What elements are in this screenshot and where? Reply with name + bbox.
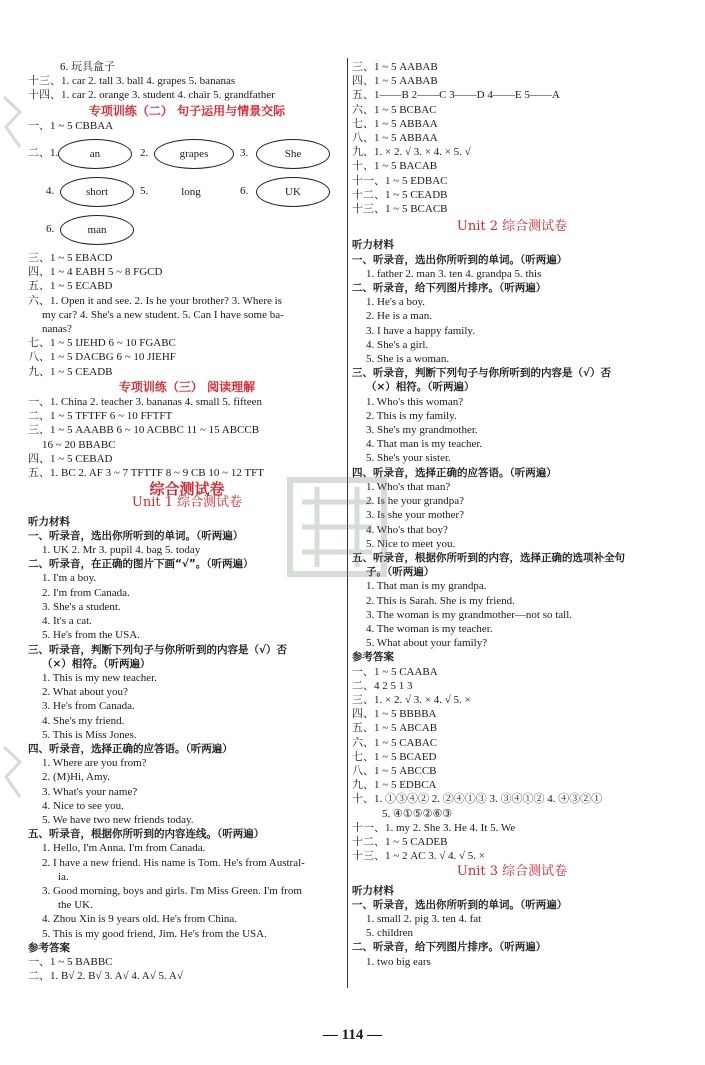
text-line: 2. This is my family. [366,409,457,422]
text-line: 九、1 ~ 5 EDBCA [352,779,437,792]
margin-scribble-icon [0,92,24,152]
text-line: 3. Good morning, boys and girls. I'm Miss Green. I'm from [42,884,302,897]
text-line: 2. (M)Hi, Amy. [42,771,111,784]
question-heading: 一、听录音，选出你所听到的单词。（听两遍） [28,529,244,542]
text-line: 5. ④①⑤②⑥③ [382,807,453,820]
text-line: 九、1 ~ 5 CEADB [28,365,113,378]
right-column [352,60,672,969]
question-heading: （×）相符。（听两遍） [366,381,475,394]
text-line: 十一、1. my 2. She 3. He 4. It 5. We [352,821,516,834]
question-heading: （×）相符。（听两遍） [42,657,151,670]
text-line: 十二、1 ~ 5 CADEB [352,835,448,848]
text-line: 八、1 ~ 5 ABBAA [352,132,438,145]
text-line: 1. small 2. pig 3. ten 4. fat [366,912,482,925]
text-line: 七、1 ~ 5 ABBAA [352,117,438,130]
text-line: 五、1——B 2——C 3——D 4——E 5——A [352,89,560,102]
text-line: 三、1 ~ 5 AAABB 6 ~ 10 ACBBC 11 ~ 15 ABCCB [28,424,260,437]
text-line: 1. Where are you from? [42,757,147,770]
left-pre-block [28,60,346,103]
text-line: 5. This is my good friend, Jim. He's from the USA. [42,927,267,940]
text-line: 2. I'm from Canada. [42,586,130,599]
oval-answers [28,133,346,251]
answers-heading: 参考答案 [28,941,70,954]
text-line: 1. That man is my grandpa. [366,580,487,593]
text-line: 1. two big ears [366,955,431,968]
text-line: 五、1 ~ 5 ABCAB [352,722,438,735]
text-line: 3. The woman is my grandmother—not so tall. [366,608,573,621]
page-number: — 114 — [322,1027,383,1043]
text-line: 1. UK 2. Mr 3. pupil 4. bag 5. today [42,544,201,557]
text-line: 一、1. China 2. teacher 3. bananas 4. small 5. fifteen [28,396,262,409]
text-line: 5. She is a woman. [366,353,450,366]
text-line: 1. father 2. man 3. ten 4. grandpa 5. this [366,267,542,280]
text-line: 5. What about your family? [366,637,488,650]
text-line: 十四、1. car 2. orange 3. student 4. chair 5. grandfather [28,89,275,102]
oval-label: 2. [140,147,149,160]
text-line: 二、1 ~ 5 TFTFF 6 ~ 10 FFTFT [28,410,173,423]
text-line: 三、1 ~ 5 EBACD [28,252,113,265]
text-line: 三、1 ~ 5 AABAB [352,61,438,73]
text-line: 3. She's a student. [42,600,121,613]
text-line: 5. This is Miss Jones. [42,728,137,741]
question-heading: 五、听录音，根据你所听到的内容，选择正确的选项补全句 [352,551,625,564]
question-heading: 一、听录音，选出你所听到的单词。（听两遍） [352,898,568,911]
text-line: 3. She's my grandmother. [366,424,478,437]
unit1-title: Unit 1 综合测试卷 [131,495,243,511]
text-line: 七、1 ~ 5 IJEHD 6 ~ 10 FGABC [28,337,176,350]
text-line: 六、1 ~ 5 BCBAC [352,103,437,116]
text-line: 4. She's my friend. [42,714,125,727]
text-line: 4. Zhou Xin is 9 years old. He's from China. [42,913,238,926]
text-line: 16 ~ 20 BBABC [42,438,116,451]
text-line: my car? 4. She's a new student. 5. Can I have some ba- [42,308,284,321]
listening-heading: 听力材料 [352,239,394,252]
heading-special-training-3: 专项训练（三） 阅读理解 [118,379,256,394]
text-line: 十三、1 ~ 5 BCACB [352,203,448,216]
text-line: 5. She's your sister. [366,452,451,465]
text-line: 3. I have a happy family. [366,324,475,337]
text-line: 2. I have a new friend. His name is Tom. He's from Austral- [42,856,305,869]
text-line: 4. Who's that boy? [366,523,448,536]
oval-label: 3. [240,147,249,160]
text-line: ia. [58,870,69,883]
text-line: 八、1 ~ 5 ABCCB [352,764,437,777]
heading-special-training-2: 专项训练（二） 句子运用与情景交际 [88,103,286,118]
text-line: 一、1 ~ 5 CAABA [352,665,438,678]
question-heading: 子。（听两遍） [366,566,435,579]
text-line: 1. Hello, I'm Anna. I'm from Canada. [42,842,206,855]
text-line: 4. The woman is my teacher. [366,622,493,635]
oval-word: She [256,139,330,169]
watermark-stamp-icon [282,472,392,582]
text-line: 二、4 2 5 1 3 [352,679,413,692]
text-line: 6. 玩具盒子 [60,61,115,73]
reading-answers [28,395,346,480]
margin-scribble-icon [0,742,24,802]
text-line: 六、1 ~ 5 CABAC [352,736,438,749]
text-line: 三、1. × 2. √ 3. × 4. √ 5. × [352,693,471,706]
text-line: the UK. [58,899,93,912]
text-line: 5. He's from the USA. [42,629,140,642]
oval-label: 6. [240,185,249,198]
oval-label: 6. [46,223,55,236]
text-line: 5. We have two new friends today. [42,813,194,826]
text-line: 四、1 ~ 5 BBBBA [352,708,437,721]
text-line: 十二、1 ~ 5 CEADB [352,188,448,201]
text-line: 2. What about you? [42,686,128,699]
test-section-title: 综合测试卷 [149,480,225,499]
text-line: 3. He's from Canada. [42,700,135,713]
oval-word: UK [256,177,330,207]
text-line: 七、1 ~ 5 BCAED [352,750,437,763]
text-line: 十、1 ~ 5 BACAB [352,160,438,173]
text-line: 4. She's a girl. [366,338,429,351]
text-line: 3. Is she your mother? [366,509,465,522]
question-heading: 二、听录音，给下列图片排序。（听两遍） [352,941,547,954]
text-line: 五、1. BC 2. AF 3 ~ 7 TFTTF 8 ~ 9 CB 10 ~ 12 TFT [28,467,264,480]
oval-label: 5. [140,185,149,198]
text-line: 八、1 ~ 5 DACBG 6 ~ 10 JIEHF [28,351,176,364]
question-heading: 二、听录音，给下列图片排序。（听两遍） [352,282,547,295]
text-line: 十、1. ①③④② 2. ②④①③ 3. ③④①② 4. ④③②① [352,793,603,806]
oval-word: an [58,139,132,169]
text-line: nanas? [42,323,72,336]
oval-label: 4. [46,185,55,198]
text-line: 十三、1 ~ 2 AC 3. √ 4. √ 5. × [352,850,486,863]
oval-word: man [60,215,134,245]
text-line: 一、1 ~ 5 BABBC [28,955,113,968]
text-line: 1. Who's this woman? [366,395,464,408]
text-line: 2. This is Sarah. She is my friend. [366,594,515,607]
oval-label: 二、1. [28,147,59,160]
text-line: 五、1 ~ 5 ECABD [28,280,113,293]
text-line: 1. Who's that man? [366,480,451,493]
answers-heading: 参考答案 [352,651,394,664]
answer-line: 一、1 ~ 5 CBBAA [28,119,114,132]
text-line: 二、1. B√ 2. B√ 3. A√ 4. A√ 5. A√ [28,970,183,983]
question-heading: 四、听录音，选择正确的应答语。（听两遍） [352,466,557,479]
listening-heading: 听力材料 [352,884,394,897]
unit3-content [352,898,672,969]
unit1-answers-continued [352,60,672,216]
text-line: 1. This is my new teacher. [42,671,157,684]
listening-heading: 听力材料 [28,515,70,528]
oval-word: short [60,177,134,207]
text-line: 六、1. Open it and see. 2. Is he your brother? 3. Where is [28,294,282,307]
oval-word: long [181,186,201,199]
unit1-content [28,529,346,984]
text-line: 九、1. × 2. √ 3. × 4. × 5. √ [352,146,471,159]
text-line: 4. Nice to see you. [42,799,124,812]
text-line: 5. Nice to meet you. [366,537,456,550]
text-line: 四、1 ~ 5 AABAB [352,75,438,88]
text-line: 4. That man is my teacher. [366,438,483,451]
question-heading: 四、听录音，选择正确的应答语。（听两遍） [28,742,233,755]
text-line: 四、1 ~ 5 CEBAD [28,452,113,465]
unit3-title: Unit 3 综合测试卷 [456,864,568,880]
question-heading: 一、听录音，选出你所听到的单词。（听两遍） [352,253,568,266]
unit2-content [352,253,672,864]
text-line: 十三、1. car 2. tall 3. ball 4. grapes 5. bananas [28,75,236,88]
text-line: 4. It's a cat. [42,615,92,628]
question-heading: 三、听录音，判断下列句子与你所听到的内容是（√）否 [28,643,288,656]
left-mid-block [28,251,346,379]
text-line: 十一、1 ~ 5 EDBAC [352,174,448,187]
text-line: 5. children [366,927,414,940]
unit2-title: Unit 2 综合测试卷 [456,219,568,235]
question-heading: 二、听录音，在正确的图片下画“√”。（听两遍） [28,558,254,571]
text-line: 2. He is a man. [366,310,432,323]
question-heading: 五、听录音，根据你所听到的内容连线。（听两遍） [28,828,265,841]
question-heading: 三、听录音，判断下列句子与你所听到的内容是（√）否 [352,367,612,380]
text-line: 1. He's a boy. [366,296,426,309]
oval-word: grapes [154,139,234,169]
text-line: 1. I'm a boy. [42,572,97,585]
text-line: 3. What's your name? [42,785,138,798]
text-line: 四、1 ~ 4 EABH 5 ~ 8 FGCD [28,266,163,279]
text-line: 2. Is he your grandpa? [366,495,465,508]
